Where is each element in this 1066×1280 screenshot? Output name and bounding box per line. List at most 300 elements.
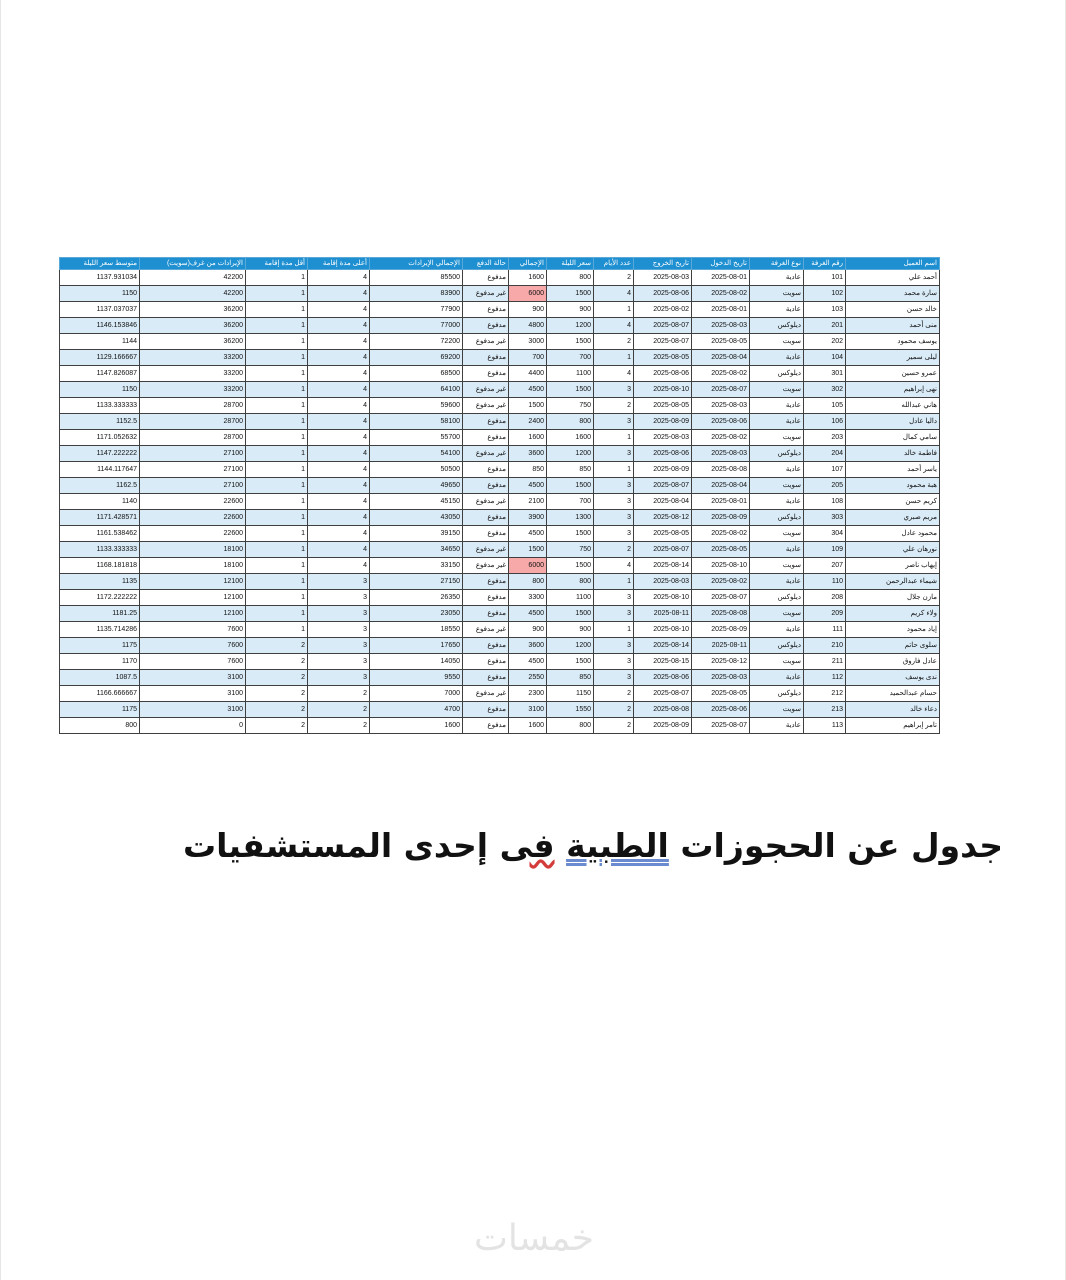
table-cell: 1 [246,270,308,286]
table-cell: مدفوع [463,606,509,622]
table-cell: 2025-08-05 [634,398,692,414]
bookings-table [59,257,940,734]
table-cell: 900 [509,622,547,638]
table-cell: إيهاب ناصر [846,558,940,574]
table-cell: 2025-08-03 [634,430,692,446]
table-cell: 2025-08-03 [692,318,750,334]
table-cell: 2025-08-10 [634,382,692,398]
table-cell: 850 [509,462,547,478]
table-cell: 1500 [547,382,594,398]
table-cell: 1600 [547,430,594,446]
table-cell: 303 [804,510,846,526]
table-cell: 2025-08-01 [692,302,750,318]
column-header: الإجمالي الإيرادات [370,258,463,270]
table-row [60,526,940,542]
table-cell: 204 [804,446,846,462]
table-cell: دعاء خالد [846,702,940,718]
table-cell: مدفوع [463,510,509,526]
table-cell: 2025-08-06 [634,366,692,382]
table-cell: ديلوكس [750,638,804,654]
caption-space [555,826,567,865]
table-cell: 2025-08-07 [692,718,750,734]
table-row [60,590,940,606]
table-cell: 1600 [509,430,547,446]
table-cell: 2025-08-02 [692,526,750,542]
table-cell: 6000 [509,286,547,302]
table-cell: 77000 [370,318,463,334]
table-cell: عادية [750,622,804,638]
table-cell: عادية [750,462,804,478]
table-cell: 2025-08-01 [692,494,750,510]
table-cell: 42200 [140,286,246,302]
table-cell: 59600 [370,398,463,414]
table-cell: 800 [547,718,594,734]
column-header: رقم الغرفة [804,258,846,270]
table-cell: 58100 [370,414,463,430]
column-header: عدد الأيام [594,258,634,270]
table-cell: 2025-08-02 [692,574,750,590]
table-cell: 2025-08-03 [634,270,692,286]
table-cell: 14050 [370,654,463,670]
table-cell: مدفوع [463,414,509,430]
table-cell: 104 [804,350,846,366]
table-cell: 302 [804,382,846,398]
table-cell: 72200 [370,334,463,350]
table-cell: 3 [308,654,370,670]
table-cell: مدفوع [463,478,509,494]
table-cell: 4700 [370,702,463,718]
table-cell: 4 [308,334,370,350]
table-cell: 1500 [509,542,547,558]
table-cell: 2025-08-11 [634,606,692,622]
table-cell: 3 [594,414,634,430]
table-cell: 3 [594,446,634,462]
table-cell: غير مدفوع [463,446,509,462]
table-cell: عادية [750,414,804,430]
table-cell: 1100 [547,590,594,606]
table-cell: 3 [594,638,634,654]
table-cell: 2 [246,702,308,718]
caption-underlined-word: الطبية [566,826,669,865]
table-cell: 1 [246,398,308,414]
table-cell: 1600 [509,718,547,734]
table-cell: 2 [308,702,370,718]
table-cell: 700 [547,494,594,510]
column-header: حالة الدفع [463,258,509,270]
table-cell: 1 [246,558,308,574]
table-cell: ندى يوسف [846,670,940,686]
table-row [60,318,940,334]
table-cell: ياسر أحمد [846,462,940,478]
table-cell: 4500 [509,478,547,494]
table-row [60,350,940,366]
table-cell: 4 [308,526,370,542]
table-cell: 1140 [60,494,140,510]
table-cell: 1150 [547,686,594,702]
table-cell: 1162.5 [60,478,140,494]
column-header: أعلى مدة إقامة [308,258,370,270]
table-cell: يوسف محمود [846,334,940,350]
table-cell: 2025-08-08 [634,702,692,718]
table-cell: 1135 [60,574,140,590]
table-cell: 2 [594,702,634,718]
table-cell: 111 [804,622,846,638]
table-cell: 900 [547,302,594,318]
table-cell: 201 [804,318,846,334]
table-cell: كريم حسن [846,494,940,510]
table-cell: 1 [246,622,308,638]
table-row [60,382,940,398]
table-cell: 2025-08-15 [634,654,692,670]
table-cell: 2025-08-11 [692,638,750,654]
column-header: سعر الليلة [547,258,594,270]
table-cell: 1150 [60,382,140,398]
table-cell: 2025-08-03 [692,398,750,414]
table-cell: 1168.181818 [60,558,140,574]
table-cell: غير مدفوع [463,334,509,350]
table-row [60,670,940,686]
table-cell: 4500 [509,382,547,398]
table-cell: 3100 [140,702,246,718]
table-cell: 3 [594,654,634,670]
table-cell: سويت [750,382,804,398]
table-cell: 28700 [140,430,246,446]
table-cell: 2 [246,670,308,686]
table-cell: 107 [804,462,846,478]
table-cell: 2025-08-07 [634,542,692,558]
table-cell: 211 [804,654,846,670]
table-cell: 2100 [509,494,547,510]
table-row [60,430,940,446]
table-cell: 108 [804,494,846,510]
table-cell: عادية [750,270,804,286]
table-cell: 2025-08-08 [692,462,750,478]
table-cell: 36200 [140,302,246,318]
table-cell: مدفوع [463,430,509,446]
table-cell: 1 [246,286,308,302]
table-cell: مدفوع [463,318,509,334]
table-cell: 17650 [370,638,463,654]
table-cell: 12100 [140,590,246,606]
table-cell: 1500 [547,478,594,494]
table-cell: 2025-08-07 [634,686,692,702]
table-cell: 4500 [509,526,547,542]
table-cell: 3100 [140,670,246,686]
table-cell: 2025-08-08 [692,606,750,622]
table-cell: 2025-08-06 [634,446,692,462]
table-cell: 2400 [509,414,547,430]
table-cell: 2300 [509,686,547,702]
table-cell: 1 [246,590,308,606]
table-cell: 6000 [509,558,547,574]
table-cell: 3 [308,574,370,590]
table-cell: سويت [750,286,804,302]
table-cell: 4 [308,494,370,510]
table-cell: 22600 [140,526,246,542]
table-cell: 50500 [370,462,463,478]
table-cell: 12100 [140,606,246,622]
table-cell: 4 [308,414,370,430]
table-cell: 36200 [140,318,246,334]
table-cell: 1161.538462 [60,526,140,542]
table-cell: سويت [750,654,804,670]
table-cell: ديلوكس [750,510,804,526]
table-cell: 1 [246,318,308,334]
table-cell: 3600 [509,638,547,654]
table-cell: ولاء كريم [846,606,940,622]
table-cell: 203 [804,430,846,446]
table-cell: 49650 [370,478,463,494]
table-cell: 4 [308,318,370,334]
table-cell: 2 [594,334,634,350]
table-cell: 1500 [547,654,594,670]
table-cell: 1 [594,302,634,318]
table-cell: مدفوع [463,638,509,654]
table-cell: 2 [594,398,634,414]
table-cell: 112 [804,670,846,686]
table-cell: 2 [594,686,634,702]
table-cell: 1 [594,622,634,638]
table-cell: 2025-08-09 [634,718,692,734]
table-cell: 1 [246,350,308,366]
table-cell: هبة محمود [846,478,940,494]
table-cell: عادية [750,302,804,318]
table-cell: 2025-08-05 [634,350,692,366]
table-cell: 3 [308,622,370,638]
table-cell: 1 [594,574,634,590]
table-row [60,638,940,654]
table-row [60,702,940,718]
table-cell: 3100 [509,702,547,718]
table-cell: 4800 [509,318,547,334]
table-cell: 27100 [140,478,246,494]
table-cell: 1171.428571 [60,510,140,526]
table-cell: 1500 [509,398,547,414]
table-cell: ليلى سمير [846,350,940,366]
table-cell: عادية [750,494,804,510]
table-cell: 205 [804,478,846,494]
table-cell: 106 [804,414,846,430]
table-cell: 800 [547,574,594,590]
table-cell: 33150 [370,558,463,574]
table-cell: 23050 [370,606,463,622]
table-cell: 3 [594,382,634,398]
table-cell: 207 [804,558,846,574]
table-cell: 1 [246,606,308,622]
table-cell: 800 [547,270,594,286]
table-cell: 2025-08-02 [692,366,750,382]
table-cell: 750 [547,542,594,558]
table-cell: 2025-08-07 [692,382,750,398]
table-cell: 43050 [370,510,463,526]
table-cell: 102 [804,286,846,302]
table-cell: 2025-08-05 [692,686,750,702]
table-row [60,398,940,414]
table-cell: 4 [308,350,370,366]
table-cell: 3 [594,478,634,494]
table-cell: سويت [750,334,804,350]
table-cell: ديلوكس [750,686,804,702]
table-cell: سارة محمد [846,286,940,302]
table-cell: هاني عبدالله [846,398,940,414]
table-cell: 1 [246,574,308,590]
table-cell: 110 [804,574,846,590]
table-cell: 1 [246,414,308,430]
table-cell: 3 [594,494,634,510]
table-cell: 3 [308,638,370,654]
table-cell: 1144 [60,334,140,350]
table-cell: 4 [308,510,370,526]
table-cell: 2025-08-12 [692,654,750,670]
table-cell: 3 [308,670,370,686]
table-cell: 2 [594,718,634,734]
table-cell: 1500 [547,558,594,574]
column-header: الإجمالي [509,258,547,270]
table-cell: 301 [804,366,846,382]
table-cell: 3000 [509,334,547,350]
table-cell: عادية [750,398,804,414]
table-cell: 1181.25 [60,606,140,622]
table-cell: 3600 [509,446,547,462]
table-cell: عادل فاروق [846,654,940,670]
table-cell: 2025-08-01 [692,270,750,286]
table-body [60,270,940,734]
table-cell: 4 [308,478,370,494]
table-cell: 1 [594,350,634,366]
table-row [60,686,940,702]
table-cell: 208 [804,590,846,606]
table-cell: ديلوكس [750,590,804,606]
table-cell: 4 [594,286,634,302]
table-cell: 304 [804,526,846,542]
column-header: تاريخ الخروج [634,258,692,270]
table-cell: 1170 [60,654,140,670]
column-header: متوسط سعر الليلة [60,258,140,270]
table-row [60,286,940,302]
table-cell: إياد محمود [846,622,940,638]
table-cell: سويت [750,478,804,494]
table-row [60,558,940,574]
table-cell: 2 [594,270,634,286]
table-cell: عمرو حسين [846,366,940,382]
table-cell: 2025-08-06 [634,286,692,302]
table-cell: 85500 [370,270,463,286]
table-row [60,718,940,734]
caption-part1: جدول عن الحجوزات [668,826,1003,865]
table-cell: 202 [804,334,846,350]
table-cell: ديلوكس [750,318,804,334]
table-cell: مدفوع [463,366,509,382]
table-cell: 2025-08-04 [692,478,750,494]
table-cell: 12100 [140,574,246,590]
table-cell: 68500 [370,366,463,382]
table-cell: 1137.037037 [60,302,140,318]
table-cell: 4500 [509,606,547,622]
table-cell: 4 [308,366,370,382]
table-cell: 1146.153846 [60,318,140,334]
table-cell: 33200 [140,366,246,382]
table-cell: عادية [750,542,804,558]
table-cell: 1135.714286 [60,622,140,638]
table-cell: 4 [308,558,370,574]
table-cell: 2 [308,718,370,734]
table-cell: 1200 [547,638,594,654]
table-cell: سلوى حاتم [846,638,940,654]
table-cell: سويت [750,702,804,718]
table-cell: غير مدفوع [463,558,509,574]
table-cell: 2025-08-03 [692,446,750,462]
table-cell: 3100 [140,686,246,702]
table-cell: تامر إبراهيم [846,718,940,734]
table-row [60,414,940,430]
table-cell: غير مدفوع [463,686,509,702]
table-cell: 900 [509,302,547,318]
table-row [60,446,940,462]
table-cell: 4 [594,366,634,382]
table-cell: 2025-08-04 [634,494,692,510]
table-cell: 7600 [140,654,246,670]
table-cell: 800 [60,718,140,734]
table-cell: 3300 [509,590,547,606]
table-cell: 2025-08-07 [634,478,692,494]
table-cell: 83900 [370,286,463,302]
table-cell: 210 [804,638,846,654]
table-cell: 1144.117647 [60,462,140,478]
table-cell: 4400 [509,366,547,382]
table-cell: أحمد علي [846,270,940,286]
caption-part2: إحدى المستشفيات [182,826,500,865]
table-cell: 113 [804,718,846,734]
table-cell: 2025-08-04 [692,350,750,366]
table-cell: 1600 [370,718,463,734]
table-cell: 2025-08-14 [634,638,692,654]
table-cell: 18100 [140,542,246,558]
table-cell: 1133.333333 [60,398,140,414]
table-cell: 3 [594,606,634,622]
table-cell: 26350 [370,590,463,606]
table-cell: مدفوع [463,718,509,734]
table-cell: نورهان علي [846,542,940,558]
table-cell: 1087.5 [60,670,140,686]
table-cell: 2025-08-02 [692,430,750,446]
table-cell: 2025-08-05 [692,542,750,558]
caption-spellcheck-word: فى [499,826,555,865]
table-cell: 4 [308,462,370,478]
table-cell: 2025-08-09 [634,462,692,478]
table-cell: 22600 [140,494,246,510]
table-cell: 4 [308,542,370,558]
table-cell: مدفوع [463,590,509,606]
table-cell: 1175 [60,702,140,718]
column-header: اسم العميل [846,258,940,270]
table-cell: غير مدفوع [463,398,509,414]
table-cell: مدفوع [463,670,509,686]
table-cell: 1 [594,462,634,478]
table-cell: 2025-08-14 [634,558,692,574]
table-cell: مدفوع [463,654,509,670]
table-cell: 28700 [140,414,246,430]
table-cell: 2025-08-06 [634,670,692,686]
table-cell: 1 [246,446,308,462]
table-cell: غير مدفوع [463,494,509,510]
table-cell: 2 [246,686,308,702]
table-cell: ديلوكس [750,366,804,382]
table-cell: 9550 [370,670,463,686]
table-row [60,622,940,638]
table-cell: 1 [246,526,308,542]
table-cell: 1150 [60,286,140,302]
table-row [60,478,940,494]
